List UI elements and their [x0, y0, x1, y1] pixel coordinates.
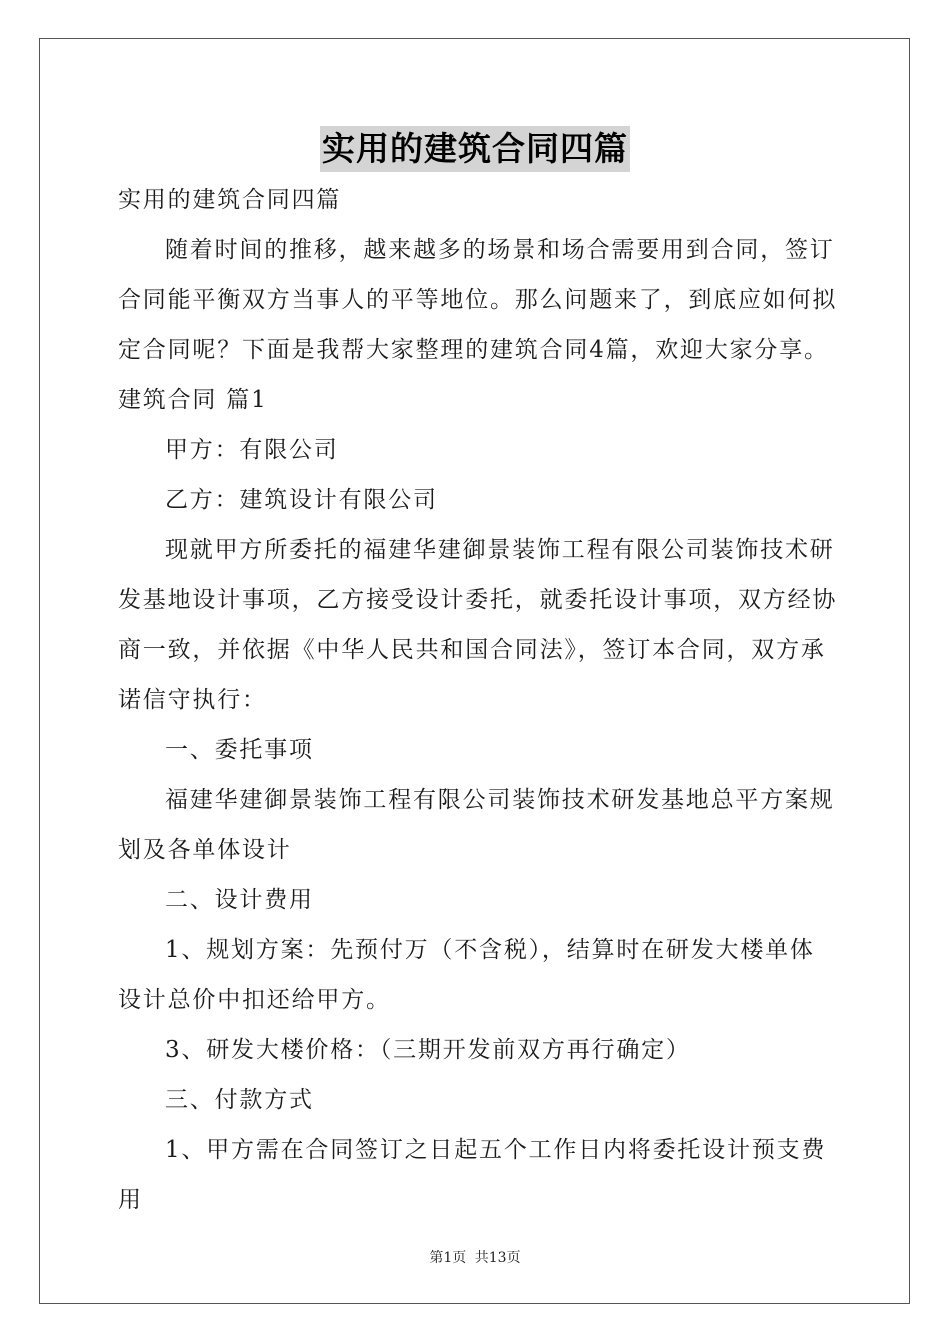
- clause-heading-2: 二、设计费用: [165, 887, 314, 913]
- page-footer: [0, 1247, 950, 1267]
- clause-item-2-3: 3、研发大楼价格：（三期开发前双方再行确定）: [165, 1037, 691, 1063]
- clause-heading-1: 一、委托事项: [165, 737, 314, 763]
- title-wrap: [0, 126, 950, 172]
- document-body: [118, 175, 838, 1225]
- page-total: 共13页: [474, 1250, 521, 1266]
- clause-item-3-1: 1、甲方需在合同签订之日起五个工作日内将委托设计预支费用: [118, 1137, 827, 1213]
- clause-body-1: 福建华建御景装饰工程有限公司装饰技术研发基地总平方案规划及各单体设计: [118, 787, 835, 863]
- party-b: 乙方：建筑设计有限公司: [165, 487, 438, 513]
- page-number: 第1页: [429, 1250, 467, 1266]
- section-heading: 建筑合同 篇1: [118, 387, 268, 413]
- paragraph-subtitle: 实用的建筑合同四篇: [118, 187, 342, 213]
- paragraph-intro: 随着时间的推移，越来越多的场景和场合需要用到合同，签订合同能平衡双方当事人的平等地位。那么问题来了，到底应如何拟定合同呢？下面是我帮大家整理的建筑合同4篇，欢迎大家分享。: [118, 237, 838, 363]
- paragraph-preamble: 现就甲方所委托的福建华建御景装饰工程有限公司装饰技术研发基地设计事项，乙方接受设计委托，就委托设计事项，双方经协商一致，并依据《中华人民共和国合同法》，签订本合同，双方承诺信守执行：: [118, 537, 838, 713]
- clause-heading-3: 三、付款方式: [165, 1087, 314, 1113]
- clause-item-2-1: 1、规划方案：先预付万（不含税），结算时在研发大楼单体设计总价中扣还给甲方。: [118, 937, 815, 1013]
- document-title: 实用的建筑合同四篇: [320, 126, 630, 172]
- party-a: 甲方：有限公司: [165, 437, 339, 463]
